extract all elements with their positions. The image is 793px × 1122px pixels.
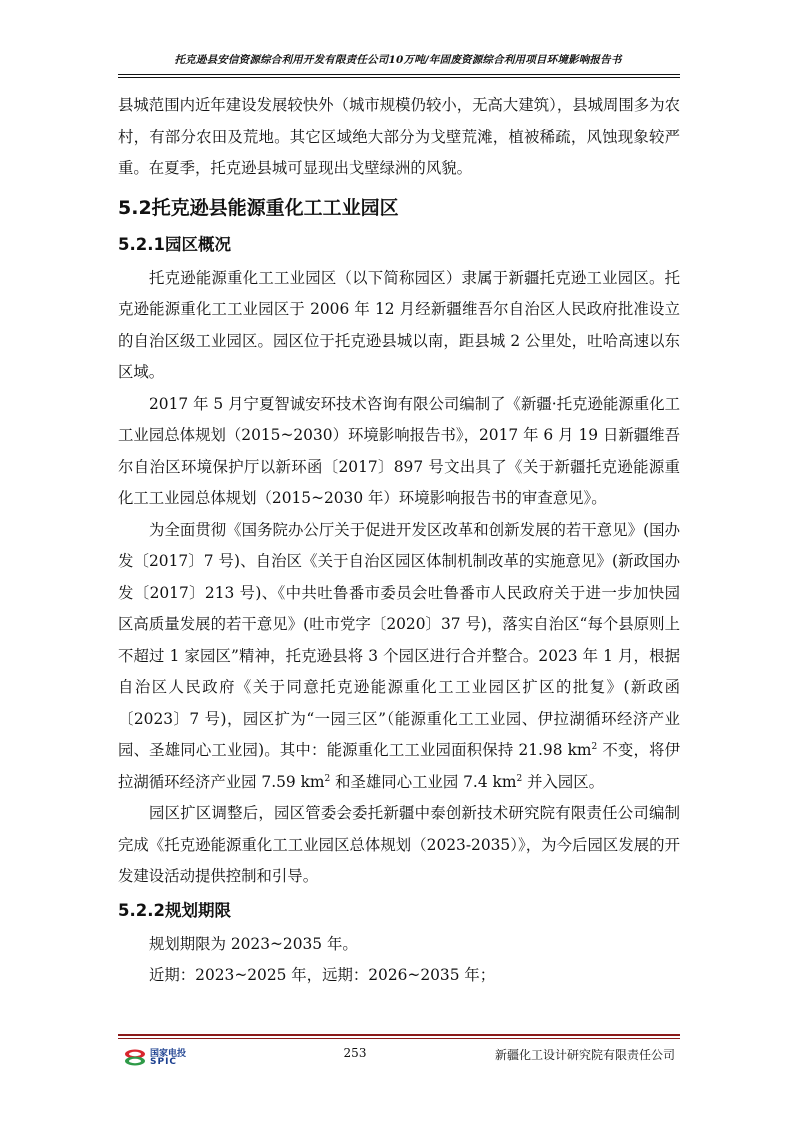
paragraph-overview-1: 托克逊能源重化工工业园区（以下简称园区）隶属于新疆托克逊工业园区。托克逊能源重化工工业园区于 2006 年 12 月经新疆维吾尔自治区人民政府批准设立的自治区级工业园区。园区位于托克逊县城以南，距县城 2 公里处，吐哈高速以东区域。 (118, 268, 680, 381)
paragraph-plan-period: 规划期限为 2023~2035 年。 (149, 934, 358, 953)
superscript-2: 2 (324, 773, 331, 784)
paragraph-overview-3 (118, 515, 680, 799)
paragraph-intro: 县城范围内近年建设发展较快外（城市规模仍较小，无高大建筑），县城周围多为农村，有部分农田及荒地。其它区域绝大部分为戈壁荒滩，植被稀疏，风蚀现象较严重。在夏季，托克逊县城可显现出戈壁绿洲的风貌。 (118, 96, 680, 177)
paragraph-3-part-d: 并入园区。 (522, 772, 605, 791)
page-number: 253 (343, 1046, 367, 1060)
section-heading-5-2-2: 5.2.2规划期限 (118, 900, 231, 920)
paragraph-plan-phases: 近期：2023~2025 年，远期：2026~2035 年； (149, 966, 496, 984)
section-heading-5-2: 5.2托克逊县能源重化工工业园区 (118, 196, 399, 219)
footer-organization: 新疆化工设计研究院有限责任公司 (494, 1048, 675, 1062)
paragraph-overview-4: 园区扩区调整后，园区管委会委托新疆中泰创新技术研究院有限责任公司编制完成《托克逊能源重化工工业园区总体规划（2023-2035）》，为今后园区发展的开发建设活动提供控制和引导。 (118, 804, 680, 885)
header-rule (118, 74, 680, 75)
running-header: 托克逊县安信资源综合利用开发有限责任公司10万吨/年固废资源综合利用项目环境影响报告书 (174, 54, 622, 66)
page-content (118, 90, 680, 992)
header-rule-thin (118, 77, 680, 78)
paragraph-overview-2: 2017 年 5 月宁夏智诚安环技术咨询有限公司编制了《新疆·托克逊能源重化工工业园总体规划（2015~2030）环境影响报告书》，2017 年 6 月 19 日新疆维吾尔自治区环境保护厅以新环函〔2017〕897 号文出具了《关于新疆托克逊能源重化工工业园总体规划（2015~2030 年）环境影响报告书的审查意见》。 (118, 394, 680, 507)
footer-rule (118, 1034, 680, 1036)
section-heading-5-2-1: 5.2.1园区概况 (118, 234, 231, 254)
spic-logo (124, 1044, 214, 1070)
paragraph-3-part-a: 为全面贯彻《国务院办公厅关于促进开发区改革和创新发展的若干意见》(国办发〔2017〕7 号)、自治区《关于自治区园区体制机制改革的实施意见》(新政国办发〔2017〕213 号)、《中共吐鲁番市委员会吐鲁番市人民政府关于进一步加快园区高质量发展的若干意见》(吐市党字〔2020〕37 号)，落实自治区“每个县原则上不超过 1 家园区”精神，托克逊县将 3 个园区进行合并整合。2023 年 1 月，根据自治区人民政府《关于同意托克逊能源重化工工业园区扩区的批复》(新政函〔2023〕7 号)，园区扩为“一园三区”（能源重化工工业园、伊拉湖循环经济产业园、圣雄同心工业园)。其中：能源重化工工业园面积保持 21.98 km (118, 520, 680, 759)
logo-text-en: SPIC (150, 1057, 178, 1067)
superscript-2: 2 (516, 773, 523, 784)
paragraph-3-part-b: 不变，将伊拉湖循环经济产业园 7.59 km (118, 741, 680, 791)
spic-logo-icon (124, 1046, 146, 1068)
superscript-2: 2 (591, 741, 598, 752)
footer-rule-thin (118, 1038, 680, 1039)
logo-text-cn: 国家电投 (150, 1049, 187, 1059)
paragraph-3-part-c: 和圣雄同心工业园 7.4 km (330, 772, 517, 791)
